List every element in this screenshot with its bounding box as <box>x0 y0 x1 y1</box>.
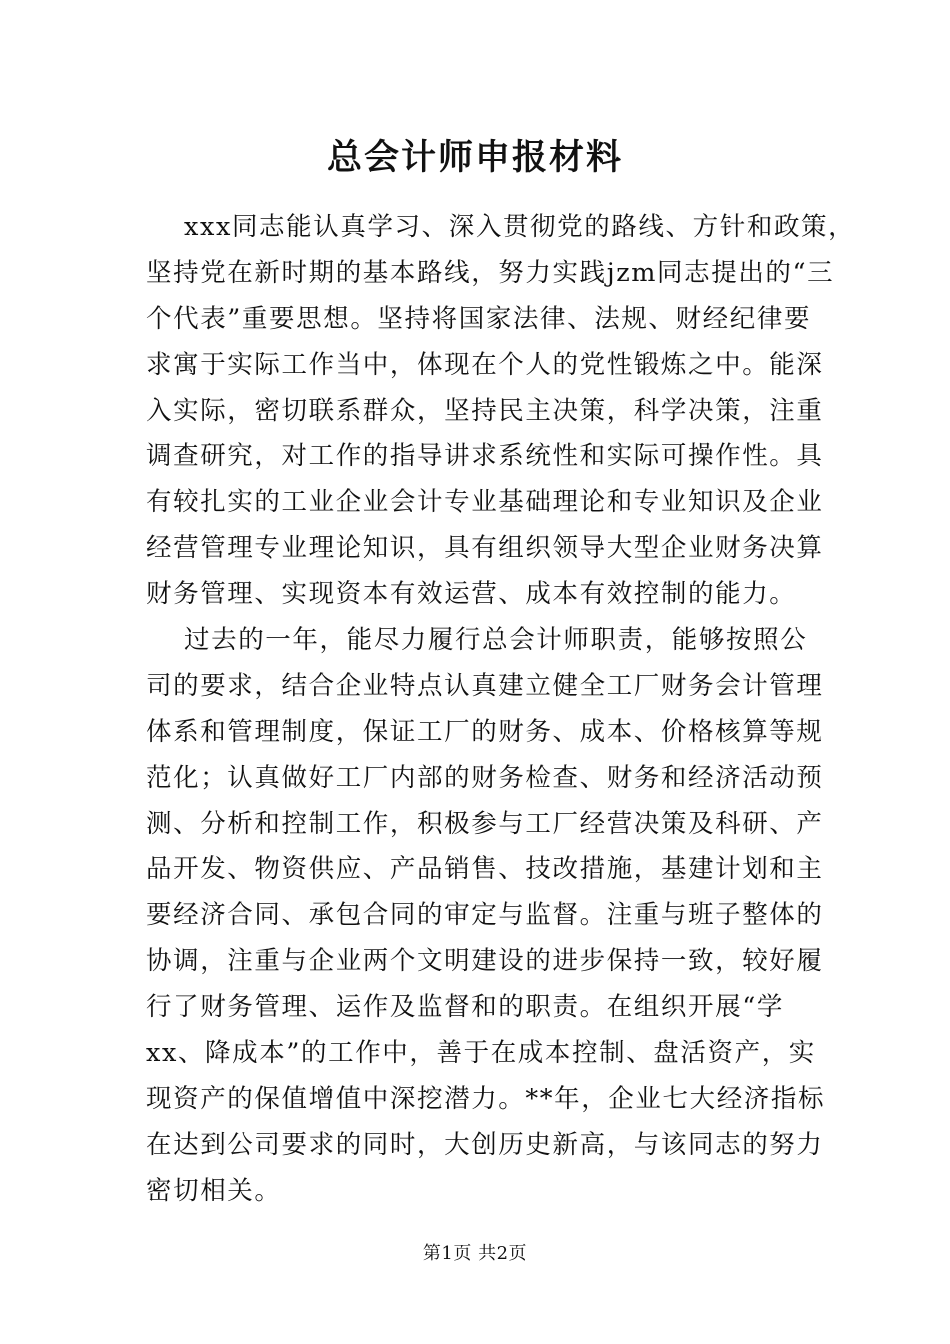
text-line: 调查研究，对工作的指导讲求系统性和实际可操作性。具 <box>146 441 824 472</box>
text-line: 在达到公司要求的同时，大创历史新高，与该同志的努力 <box>146 1129 824 1160</box>
text-line: 有较扎实的工业企业会计专业基础理论和专业知识及企业 <box>146 487 824 518</box>
text-line: 测、分析和控制工作，积极参与工厂经营决策及科研、产 <box>146 808 824 839</box>
text-line: 协调，注重与企业两个文明建设的进步保持一致，较好履 <box>146 946 824 977</box>
text-line: 品开发、物资供应、产品销售、技改措施，基建计划和主 <box>146 854 824 885</box>
text-line: 经营管理专业理论知识，具有组织领导大型企业财务决算 <box>146 533 824 564</box>
page-footer: 第1页 共2页 <box>422 1243 528 1264</box>
paragraph-1 <box>146 205 856 618</box>
document-body <box>146 205 856 1215</box>
text-line: xx、降成本”的工作中，善于在成本控制、盘活资产，实 <box>146 1038 816 1069</box>
text-line: 求寓于实际工作当中，体现在个人的党性锻炼之中。能深 <box>146 349 824 380</box>
text-line: 坚持党在新时期的基本路线，努力实践jzm同志提出的“三 <box>146 257 835 288</box>
text-line: 个代表”重要思想。坚持将国家法律、法规、财经纪律要 <box>146 303 812 334</box>
text-line: 入实际，密切联系群众，坚持民主决策，科学决策，注重 <box>146 395 824 426</box>
text-line: 过去的一年，能尽力履行总会计师职责，能够按照公 <box>184 625 808 656</box>
text-line: 司的要求，结合企业特点认真建立健全工厂财务会计管理 <box>146 670 824 701</box>
text-line: 财务管理、实现资本有效运营、成本有效控制的能力。 <box>146 579 797 610</box>
text-line: 要经济合同、承包合同的审定与监督。注重与班子整体的 <box>146 900 824 931</box>
text-line: 范化；认真做好工厂内部的财务检查、财务和经济活动预 <box>146 762 824 793</box>
text-line: 行了财务管理、运作及监督和的职责。在组织开展“学 <box>146 992 784 1023</box>
text-line: 体系和管理制度，保证工厂的财务、成本、价格核算等规 <box>146 716 824 747</box>
paragraph-2 <box>146 618 826 1215</box>
text-line: xxx同志能认真学习、深入贯彻党的路线、方针和政策， <box>184 212 856 242</box>
document-title: 总会计师申报材料 <box>326 137 623 178</box>
text-line: 现资产的保值增值中深挖潜力。**年，企业七大经济指标 <box>146 1083 826 1114</box>
text-line: 密切相关。 <box>146 1175 282 1206</box>
